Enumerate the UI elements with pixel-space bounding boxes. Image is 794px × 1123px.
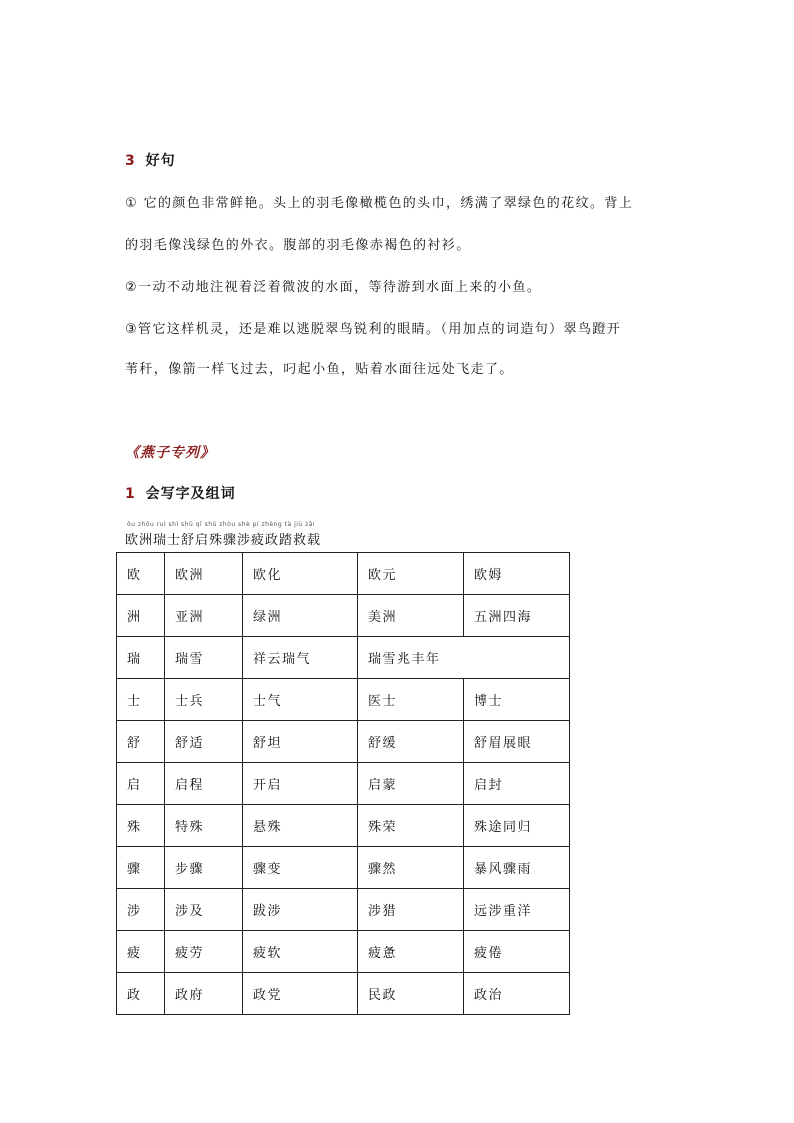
subsection-title: 会写字及组词 xyxy=(145,486,236,502)
table-cell-word: 疲劳 xyxy=(165,931,243,973)
table-cell-word: 美洲 xyxy=(358,595,464,637)
table-cell-character: 欧 xyxy=(117,553,165,595)
table-cell-word: 步骤 xyxy=(165,847,243,889)
table-cell-word: 士兵 xyxy=(165,679,243,721)
table-cell-word: 舒眉展眼 xyxy=(464,721,570,763)
table-cell-word: 涉及 xyxy=(165,889,243,931)
good-sentences-heading xyxy=(125,150,176,170)
table-row xyxy=(117,553,570,595)
table-cell-word: 政治 xyxy=(464,973,570,1015)
table-cell-word: 欧姆 xyxy=(464,553,570,595)
subsection-heading xyxy=(125,483,236,503)
table-cell-character: 瑞 xyxy=(117,637,165,679)
table-cell-word: 跋涉 xyxy=(243,889,358,931)
table-cell-word: 瑞雪兆丰年 xyxy=(358,637,570,679)
word-table xyxy=(116,552,570,1015)
table-cell-character: 涉 xyxy=(117,889,165,931)
table-cell-word: 舒缓 xyxy=(358,721,464,763)
sentence-line: ③管它这样机灵，还是难以逃脱翠鸟锐利的眼睛。（用加点的词造句）翠鸟蹬开 xyxy=(125,322,622,337)
table-cell-character: 骤 xyxy=(117,847,165,889)
table-row xyxy=(117,973,570,1015)
pinyin-line: ōu zhōu ruì shì shū qǐ shū zhòu shè pí zhèng tà jiù zǎi xyxy=(127,521,316,528)
sentence-line: 的羽毛像浅绿色的外衣。腹部的羽毛像赤褐色的衬衫。 xyxy=(125,238,471,253)
subsection-number: 1 xyxy=(125,486,136,502)
table-cell-word: 欧元 xyxy=(358,553,464,595)
table-cell-character: 洲 xyxy=(117,595,165,637)
table-cell-character: 政 xyxy=(117,973,165,1015)
table-cell-word: 暴风骤雨 xyxy=(464,847,570,889)
table-cell-word: 远涉重洋 xyxy=(464,889,570,931)
sentence-line: ① 它的颜色非常鲜艳。头上的羽毛像橄榄色的头巾，绣满了翠绿色的花纹。背上 xyxy=(125,196,634,211)
table-cell-word: 欧化 xyxy=(243,553,358,595)
table-cell-character: 士 xyxy=(117,679,165,721)
table-cell-word: 骤然 xyxy=(358,847,464,889)
heading-title: 好句 xyxy=(145,153,176,169)
table-row xyxy=(117,763,570,805)
table-cell-word: 启封 xyxy=(464,763,570,805)
table-cell-word: 政府 xyxy=(165,973,243,1015)
table-cell-word: 欧洲 xyxy=(165,553,243,595)
table-cell-character: 舒 xyxy=(117,721,165,763)
heading-number: 3 xyxy=(125,153,136,169)
table-cell-word: 政党 xyxy=(243,973,358,1015)
table-row xyxy=(117,847,570,889)
table-cell-word: 疲惫 xyxy=(358,931,464,973)
table-cell-word: 民政 xyxy=(358,973,464,1015)
table-cell-character: 启 xyxy=(117,763,165,805)
table-row xyxy=(117,931,570,973)
table-cell-word: 骤变 xyxy=(243,847,358,889)
table-cell-word: 特殊 xyxy=(165,805,243,847)
table-cell-word: 启蒙 xyxy=(358,763,464,805)
table-cell-character: 疲 xyxy=(117,931,165,973)
table-cell-word: 疲倦 xyxy=(464,931,570,973)
lesson-title: 《燕子专列》 xyxy=(125,445,215,461)
table-cell-word: 五洲四海 xyxy=(464,595,570,637)
table-cell-word: 医士 xyxy=(358,679,464,721)
table-cell-character: 殊 xyxy=(117,805,165,847)
table-cell-word: 亚洲 xyxy=(165,595,243,637)
table-cell-word: 博士 xyxy=(464,679,570,721)
sentence-line: 苇秆，像箭一样飞过去，叼起小鱼，贴着水面往远处飞走了。 xyxy=(125,362,514,377)
table-cell-word: 绿洲 xyxy=(243,595,358,637)
table-cell-word: 殊荣 xyxy=(358,805,464,847)
characters-line: 欧洲瑞士舒启殊骤涉疲政踏救载 xyxy=(125,533,322,548)
table-cell-word: 涉猎 xyxy=(358,889,464,931)
word-table-body xyxy=(117,553,570,1015)
table-cell-word: 殊途同归 xyxy=(464,805,570,847)
table-cell-word: 悬殊 xyxy=(243,805,358,847)
table-row xyxy=(117,679,570,721)
table-cell-word: 祥云瑞气 xyxy=(243,637,358,679)
table-cell-word: 启程 xyxy=(165,763,243,805)
table-cell-word: 疲软 xyxy=(243,931,358,973)
table-row xyxy=(117,595,570,637)
table-row xyxy=(117,889,570,931)
table-cell-word: 瑞雪 xyxy=(165,637,243,679)
sentence-line: ②一动不动地注视着泛着微波的水面，等待游到水面上来的小鱼。 xyxy=(125,280,542,295)
table-cell-word: 舒适 xyxy=(165,721,243,763)
table-cell-word: 开启 xyxy=(243,763,358,805)
table-cell-word: 舒坦 xyxy=(243,721,358,763)
table-row xyxy=(117,805,570,847)
table-row xyxy=(117,637,570,679)
table-cell-word: 士气 xyxy=(243,679,358,721)
table-row xyxy=(117,721,570,763)
